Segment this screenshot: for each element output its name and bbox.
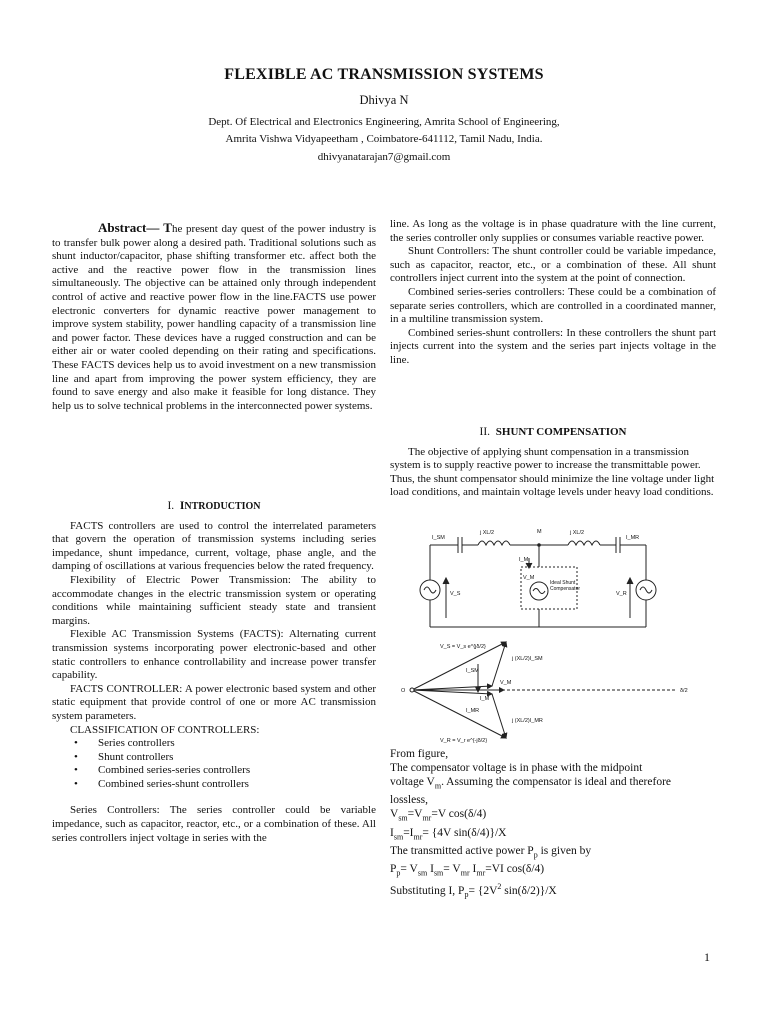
eq-part: =I xyxy=(403,826,414,839)
affiliation-line-2: Amrita Vishwa Vidyapeetham , Coimbatore-641112, Tamil Nadu, India. xyxy=(225,133,543,145)
eq-sub: p xyxy=(533,850,538,860)
abstract-text: he present day quest of the power industry is to transfer bulk power along a desired path. Traditional solutions such as shunt inductor/capacitor, phase shifting transformer etc. affect both the active and the reactive power flow in the transmission lines simultaneously. The objective can be attained only through independent control of active and reactive power flow in the line.FACTS use power electronic converters for dynamic reactive power management to improve system stability, power handling capacity of a transmission line and power factor. These devices have a rugged construction and can be either air or water cooled depending on their rating and specifications. These FACTS devices help us to avoid investment on a new transmission line and apart from improving the power system efficiency, they are found to save energy and also make it feasible for long distance. They help us to solve technical problems in the interconnected power systems. xyxy=(52,223,377,412)
shunt-compensation-circuit-diagram xyxy=(418,523,660,635)
series-continuation: line. As long as the voltage is in phase quadrature with the line current, the series controller only supplies or consumes variable reactive power. xyxy=(390,218,716,244)
classification-heading: CLASSIFICATION OF CONTROLLERS: xyxy=(70,723,260,736)
phasor-label-ism: I_SM xyxy=(466,668,479,674)
intro-heading-cap: I xyxy=(179,500,185,512)
eq-sub: sm xyxy=(393,831,404,841)
eq-sub: mr xyxy=(413,831,423,841)
intro-heading-number: I. xyxy=(167,500,175,512)
shunt-heading-number: II. xyxy=(479,426,491,438)
eq-sub: p xyxy=(396,868,401,878)
phasor-label-vr: V_R = V_r e^{-jδ/2} xyxy=(440,738,488,744)
list-item: • Combined series-series controllers xyxy=(52,764,376,778)
equation-substituting xyxy=(390,880,716,902)
equation-pp xyxy=(390,862,716,880)
phasor-label-j-ism: j (XL/2)I_SM xyxy=(512,656,543,662)
phasor-label-vm: V_M xyxy=(500,680,512,686)
eq-sup: 2 xyxy=(497,882,502,892)
shunt-paragraph: The objective of applying shunt compensation in a transmission system is to supply reactive power to increase the transmittable power. Thus, the shunt compensator should minimize the line voltage under light load conditions, and maintain voltage levels under heavy load conditions. xyxy=(390,445,715,499)
eq-part: is given by xyxy=(537,844,592,857)
shunt-compensation-section xyxy=(390,426,716,500)
shunt-controllers-paragraph: Shunt Controllers: The shunt controller could be variable impedance, such as capacitor, reactor, etc., or a combination of these. All shunt controllers inject current into the system at the point of connection. xyxy=(390,245,716,285)
equation-ism xyxy=(390,826,716,844)
circuit-label-imr: I_MR xyxy=(626,535,640,541)
circuit-label-vm: V_M xyxy=(523,575,535,581)
eq-part: V xyxy=(390,808,399,821)
list-item: • Shunt controllers xyxy=(52,751,376,765)
intro-paragraph-4: FACTS CONTROLLER: A power electronic based system and other static equipment that provide control of one or more AC transmission system parameters. xyxy=(52,682,376,722)
eq-part: P xyxy=(390,863,397,876)
right-column-top xyxy=(390,218,716,368)
eq-sub: sm xyxy=(433,868,444,878)
eq-sub: mr xyxy=(460,868,470,878)
circuit-label-vr: V_R xyxy=(616,591,627,597)
phasor-diagram xyxy=(396,634,708,748)
phasor-label-axis: δ/2 xyxy=(680,688,688,694)
eq-part: I xyxy=(427,863,434,876)
circuit-label-compensator: Ideal Shunt Compensator xyxy=(550,580,581,592)
eq-part: Substituting I, P xyxy=(390,885,465,898)
eq-part: sin(δ/2)}/X xyxy=(501,885,557,898)
phasor-label-im: I_M xyxy=(480,696,490,702)
circuit-label-jxl-right: j XL/2 xyxy=(570,530,585,536)
eq-sub: p xyxy=(464,890,469,900)
shunt-heading-title: SHUNT COMPENSATION xyxy=(495,426,627,438)
transmitted-power-line xyxy=(390,844,716,862)
equation-vsm xyxy=(390,807,716,825)
intro-heading xyxy=(52,500,376,514)
phasor-label-j-imr: j (XL/2)I_MR xyxy=(512,718,543,724)
page-number: 1 xyxy=(704,950,710,964)
circuit-label-jxl-left: j XL/2 xyxy=(480,530,495,536)
author-email: dhivyanatarajan7@gmail.com xyxy=(317,151,451,163)
intro-paragraph-3: Flexible AC Transmission Systems (FACTS): Alternating current transmission systems incorporating power electronic-based and other static controllers to enhance controllability and increase power transfer capability. xyxy=(52,628,376,682)
eq-part: I xyxy=(469,863,477,876)
eq-sub: mr xyxy=(476,868,486,878)
author-name: Dhivya N xyxy=(359,93,409,107)
intro-paragraph-1: FACTS controllers are used to control the interrelated parameters that govern the operation of transmission systems including series impedance, shunt impedance, current, voltage, phase angle, and the damping of oscillations at various frequencies below the rated frequency. xyxy=(52,519,376,573)
from-figure-line: From figure, xyxy=(390,748,449,760)
eq-part: =V cos(δ/4) xyxy=(431,808,487,821)
introduction-section xyxy=(52,500,376,845)
phasor-label-imr: I_MR xyxy=(466,708,480,714)
series-series-paragraph: Combined series-series controllers: These could be a combination of separate series controllers, which are controlled in a coordinated manner, in a multiline transmission system. xyxy=(390,285,716,326)
series-shunt-paragraph: Combined series-shunt controllers: In these controllers the shunt part injects current into the system and the series part injects voltage in the line. xyxy=(390,326,716,366)
intro-heading-rest: NTRODUCTION xyxy=(184,501,261,512)
shunt-heading xyxy=(390,426,716,440)
list-item: • Series controllers xyxy=(52,737,376,751)
circuit-label-vs: V_S xyxy=(450,591,461,597)
phasor-label-origin: O xyxy=(401,688,406,694)
affiliation-line-1: Dept. Of Electrical and Electronics Engineering, Amrita School of Engineering, xyxy=(208,116,560,128)
equations-block xyxy=(390,747,716,903)
voltage-line-sub: m xyxy=(434,781,442,791)
lossless-line: lossless, xyxy=(390,794,429,807)
paper-title: FLEXIBLE AC TRANSMISSION SYSTEMS xyxy=(224,66,544,83)
eq-part: = V xyxy=(443,863,461,876)
voltage-line-text: voltage V xyxy=(390,776,435,788)
abstract-label: Abstract— T xyxy=(98,220,172,235)
voltage-line xyxy=(390,775,716,793)
intro-paragraph-2: Flexibility of Electric Power Transmission: The ability to accommodate changes in the electric transmission system or operating conditions while maintaining sufficient steady state and transient margins. xyxy=(52,573,376,627)
eq-part: =VI cos(δ/4) xyxy=(485,863,545,876)
circuit-label-m: M xyxy=(537,529,542,535)
abstract-block xyxy=(52,221,376,413)
eq-part: =V xyxy=(407,808,423,821)
eq-part: = {2V xyxy=(468,885,498,898)
compensator-line: The compensator voltage is in phase with the midpoint xyxy=(390,762,643,774)
list-item: • Combined series-shunt controllers xyxy=(52,778,376,792)
eq-part: I xyxy=(390,826,394,839)
eq-part: The transmitted active power P xyxy=(390,844,534,857)
voltage-line-rest: . Assuming the compensator is ideal and therefore xyxy=(441,776,672,788)
eq-part: = V xyxy=(400,863,418,876)
controller-list xyxy=(52,737,376,791)
eq-sub: mr xyxy=(422,813,432,823)
series-controllers-paragraph: Series Controllers: The series controller could be variable impedance, such as capacitor, reactor, etc., or a combination of these. All series controllers inject voltage in series with the xyxy=(52,804,376,844)
eq-part: = {4V sin(δ/4)}/X xyxy=(422,826,507,839)
circuit-label-im: I_M xyxy=(519,557,529,563)
phasor-label-vs: V_S = V_s e^{jδ/2} xyxy=(440,644,486,650)
eq-sub: sm xyxy=(417,868,428,878)
circuit-label-ism: I_SM xyxy=(432,535,445,541)
eq-sub: sm xyxy=(398,813,408,823)
